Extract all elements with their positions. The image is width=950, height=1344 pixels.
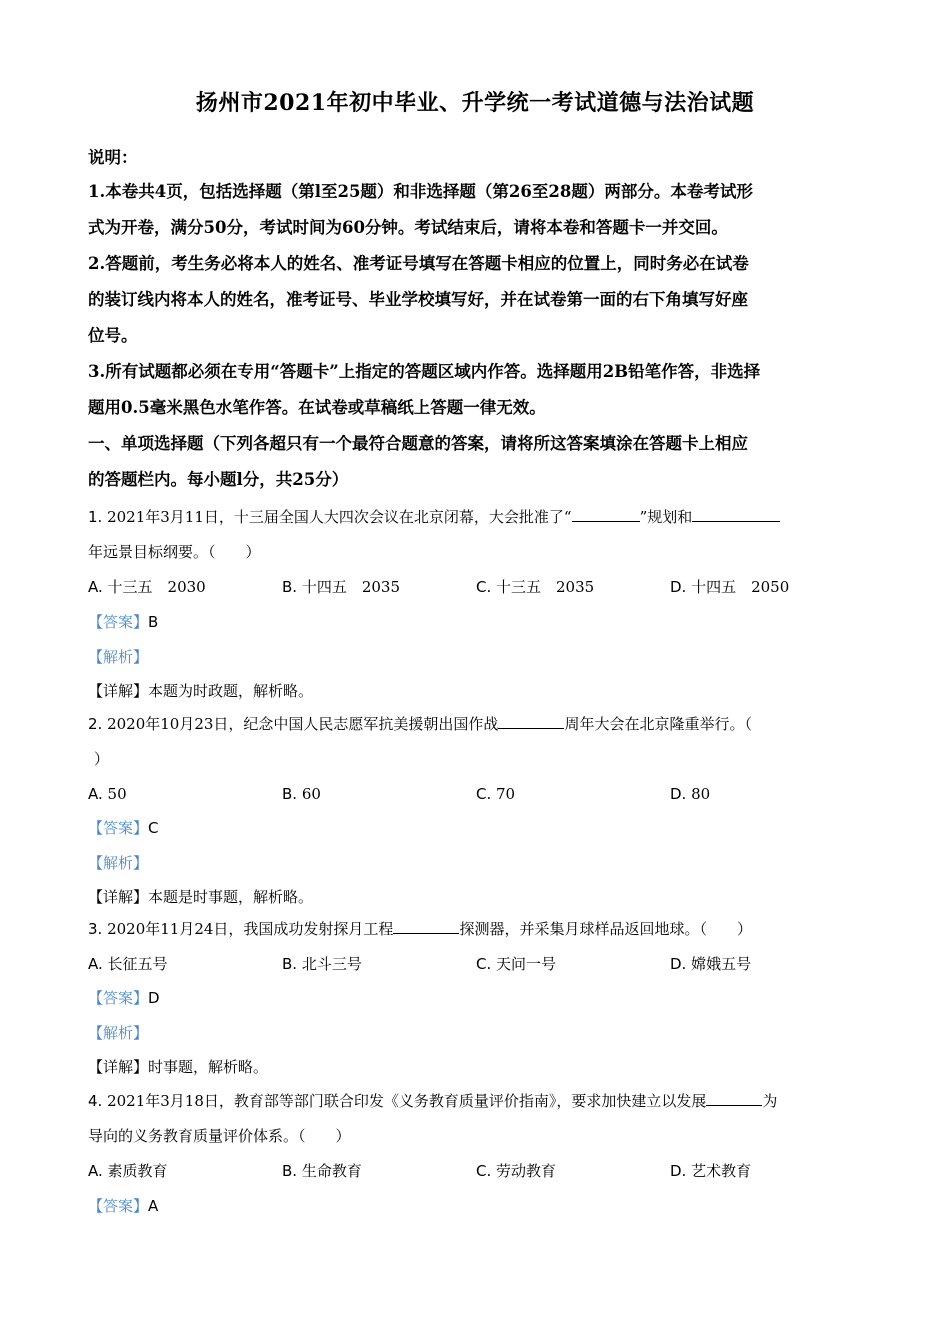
question-2-options: [88, 777, 868, 811]
answer-blank: [572, 507, 640, 522]
page-title: 扬州市2021年初中毕业、升学统一考试道德与法治试题: [195, 90, 755, 116]
option-a[interactable]: A. 长征五号: [88, 955, 168, 973]
option-b[interactable]: B. 生命教育: [282, 1162, 362, 1180]
question-2-analysis: 【解析】: [88, 854, 149, 872]
question-3-stem: 3. 2020年11月24日，我国成功发射探月工程 探测器，并采集月球样品返回地球。（ ）: [88, 920, 752, 938]
option-b[interactable]: B. 60: [282, 785, 321, 803]
question-1-detail: 【详解】本题为时政题，解析略。: [88, 682, 314, 700]
option-c[interactable]: C. 十三五 2035: [476, 578, 595, 596]
option-a[interactable]: A. 十三五 2030: [88, 578, 206, 596]
question-3-options: [88, 947, 868, 981]
option-c[interactable]: C. 70: [476, 785, 516, 803]
intro-line-6: 3.所有试题都必须在专用“答题卡”上指定的答题区域内作答。选择题用2B铅笔作答，非选择: [88, 362, 761, 381]
option-d[interactable]: D. 艺术教育: [670, 1162, 752, 1180]
question-2-stem: 2. 2020年10月23日，纪念中国人民志愿军抗美援朝出国作战 周年大会在北京隆重举行。（: [88, 715, 752, 733]
question-3-detail: 【详解】时事题，解析略。: [88, 1058, 269, 1076]
option-c[interactable]: C. 天问一号: [476, 955, 557, 973]
intro-line-1: 1.本卷共4页，包括选择题（第l至25题）和非选择题（第26至28题）两部分。本卷考试形: [88, 182, 753, 201]
question-2-answer: 【答案】C: [88, 819, 159, 837]
answer-blank: [498, 714, 564, 729]
question-3-analysis: 【解析】: [88, 1024, 149, 1042]
intro-heading: 说明：: [88, 148, 138, 167]
answer-blank: [706, 1091, 762, 1106]
question-2-stem-cont: ）: [94, 750, 110, 768]
intro-line-7: 题用0.5毫米黑色水笔作答。在试卷或草稿纸上答题一律无效。: [88, 398, 546, 417]
option-a[interactable]: A. 50: [88, 785, 127, 803]
question-2-detail: 【详解】本题是时事题，解析略。: [88, 888, 314, 906]
option-d[interactable]: D. 80: [670, 785, 711, 803]
question-1-stem: 1. 2021年3月11日，十三届全国人大四次会议在北京闭幕，大会批准了“ ”规划和: [88, 500, 868, 534]
question-1-stem-cont: 年远景目标纲要。（ ）: [88, 543, 261, 561]
section-heading-line-2: 的答题栏内。每小题l分，共25分）: [88, 470, 349, 489]
question-4-stem: 4. 2021年3月18日，教育部等部门联合印发《义务教育质量评价指南》，要求加快建立以发展 为: [88, 1092, 778, 1110]
option-d[interactable]: D. 十四五 2050: [670, 578, 790, 596]
intro-line-3: 2.答题前，考生务必将本人的姓名、准考证号填写在答题卡相应的位置上，同时务必在试卷: [88, 254, 749, 273]
answer-blank: [393, 919, 459, 934]
answer-blank: [692, 507, 780, 522]
intro-line-4: 的装订线内将本人的姓名，准考证号、毕业学校填写好，并在试卷第一面的右下角填写好座: [88, 290, 748, 309]
question-4-options: [88, 1154, 868, 1188]
intro-line-5: 位号。: [88, 326, 138, 345]
option-b[interactable]: B. 北斗三号: [282, 955, 362, 973]
option-c[interactable]: C. 劳动教育: [476, 1162, 557, 1180]
intro-line-2: 式为开卷，满分50分，考试时间为60分钟。考试结束后，请将本卷和答题卡一并交回。: [88, 218, 728, 237]
option-a[interactable]: A. 素质教育: [88, 1162, 168, 1180]
question-4-stem-cont: 导向的义务教育质量评价体系。（ ）: [88, 1127, 351, 1145]
question-1-answer: 【答案】B: [88, 613, 159, 631]
question-3-answer: 【答案】D: [88, 989, 160, 1007]
question-1-options: [88, 570, 868, 604]
option-d[interactable]: D. 嫦娥五号: [670, 955, 752, 973]
option-b[interactable]: B. 十四五 2035: [282, 578, 401, 596]
section-heading-line-1: 一、单项选择题（下列各超只有一个最符合题意的答案，请将所这答案填涂在答题卡上相应: [88, 434, 748, 453]
question-1-analysis: 【解析】: [88, 648, 149, 666]
question-4-answer: 【答案】A: [88, 1197, 159, 1215]
